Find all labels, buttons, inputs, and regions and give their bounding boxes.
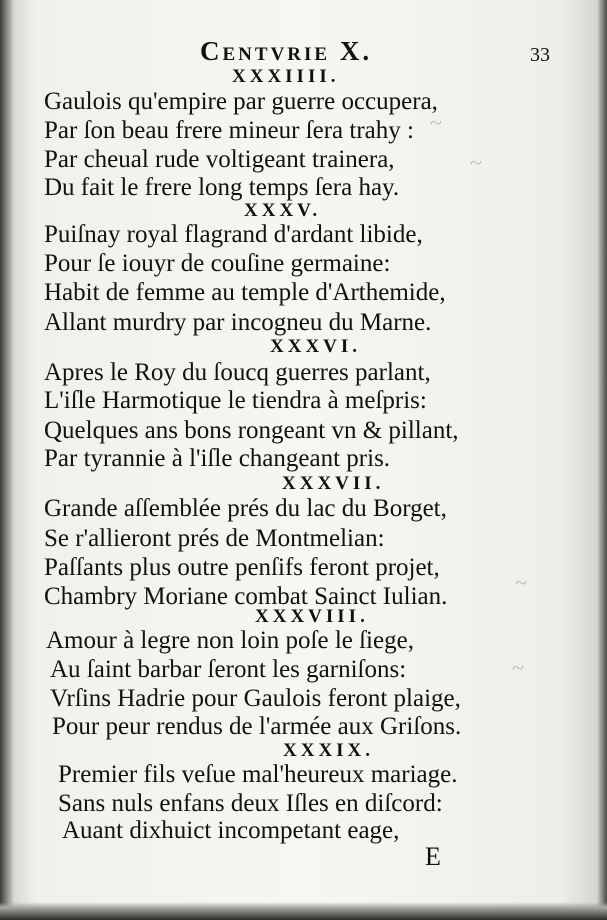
verse-line: Pour peur rendus de l'armée aux Griſons.	[52, 713, 462, 740]
verse-line: Premier fils veſue mal'heureux mariage.	[58, 761, 458, 788]
quatrain-numeral: XXXIIII.	[232, 66, 340, 87]
page-edge-shadow-right	[597, 0, 607, 920]
verse-line: Puiſnay royal flagrand d'ardant libide,	[44, 221, 423, 248]
verse-line: L'iſle Harmotique le tiendra à meſpris:	[44, 387, 427, 414]
running-header: Centvrie X.	[200, 36, 373, 66]
quatrain-numeral: XXXIX.	[283, 740, 375, 761]
verse-line: Grande aſſemblée prés du lac du Borget,	[44, 495, 447, 522]
verse-line: Habit de femme au temple d'Arthemide,	[44, 279, 446, 306]
verse-line: Allant murdry par incogneu du Marne.	[44, 309, 432, 336]
verse-line: Par ſon beau frere mineur ſera trahy :	[44, 117, 414, 144]
quatrain-numeral: XXXVIII.	[255, 606, 369, 627]
verse-line: Sans nuls enfans deux Iſles en diſcord:	[58, 790, 443, 817]
page-number: 33	[530, 44, 550, 66]
verse-line: Vrſins Hadrie pour Gaulois feront plaige,	[50, 685, 461, 712]
verse-line: Par cheual rude voltigeant trainera,	[44, 146, 395, 173]
quatrain-numeral: XXXV.	[244, 200, 322, 221]
verse-line: Pour ſe iouyr de couſine germaine:	[44, 250, 391, 277]
verse-line: Au ſaint barbar ſeront les garniſons:	[50, 656, 407, 683]
verse-line: Amour à legre non loin poſe le ſiege,	[46, 627, 414, 654]
show-through-mark: ~	[430, 110, 442, 135]
verse-line: Par tyrannie à l'iſle changeant pris.	[44, 445, 391, 472]
verse-line: Paſſants plus outre penſifs feront projet,	[44, 554, 440, 581]
page-edge-shadow-bottom	[0, 902, 607, 920]
show-through-mark: ~	[512, 655, 524, 680]
printer-signature-mark: E	[425, 842, 441, 871]
verse-line: Quelques ans bons rongeant vn & pillant,	[44, 417, 459, 444]
show-through-mark: ~	[515, 570, 527, 595]
quatrain-numeral: XXXVII.	[282, 473, 385, 494]
verse-line: Chambry Moriane combat Sainct Iulian.	[44, 583, 448, 610]
verse-line: Se r'allieront prés de Montmelian:	[44, 525, 385, 552]
quatrain-numeral: XXXVI.	[270, 336, 362, 357]
verse-line: Gaulois qu'empire par guerre occupera,	[44, 88, 438, 115]
verse-line: Du fait le frere long temps ſera hay.	[44, 174, 400, 201]
verse-line: Apres le Roy du ſoucq guerres parlant,	[44, 359, 431, 386]
verse-line: Auant dixhuict incompetant eage,	[62, 817, 400, 844]
show-through-mark: ~	[470, 150, 482, 175]
page-edge-shadow-left	[0, 0, 14, 920]
